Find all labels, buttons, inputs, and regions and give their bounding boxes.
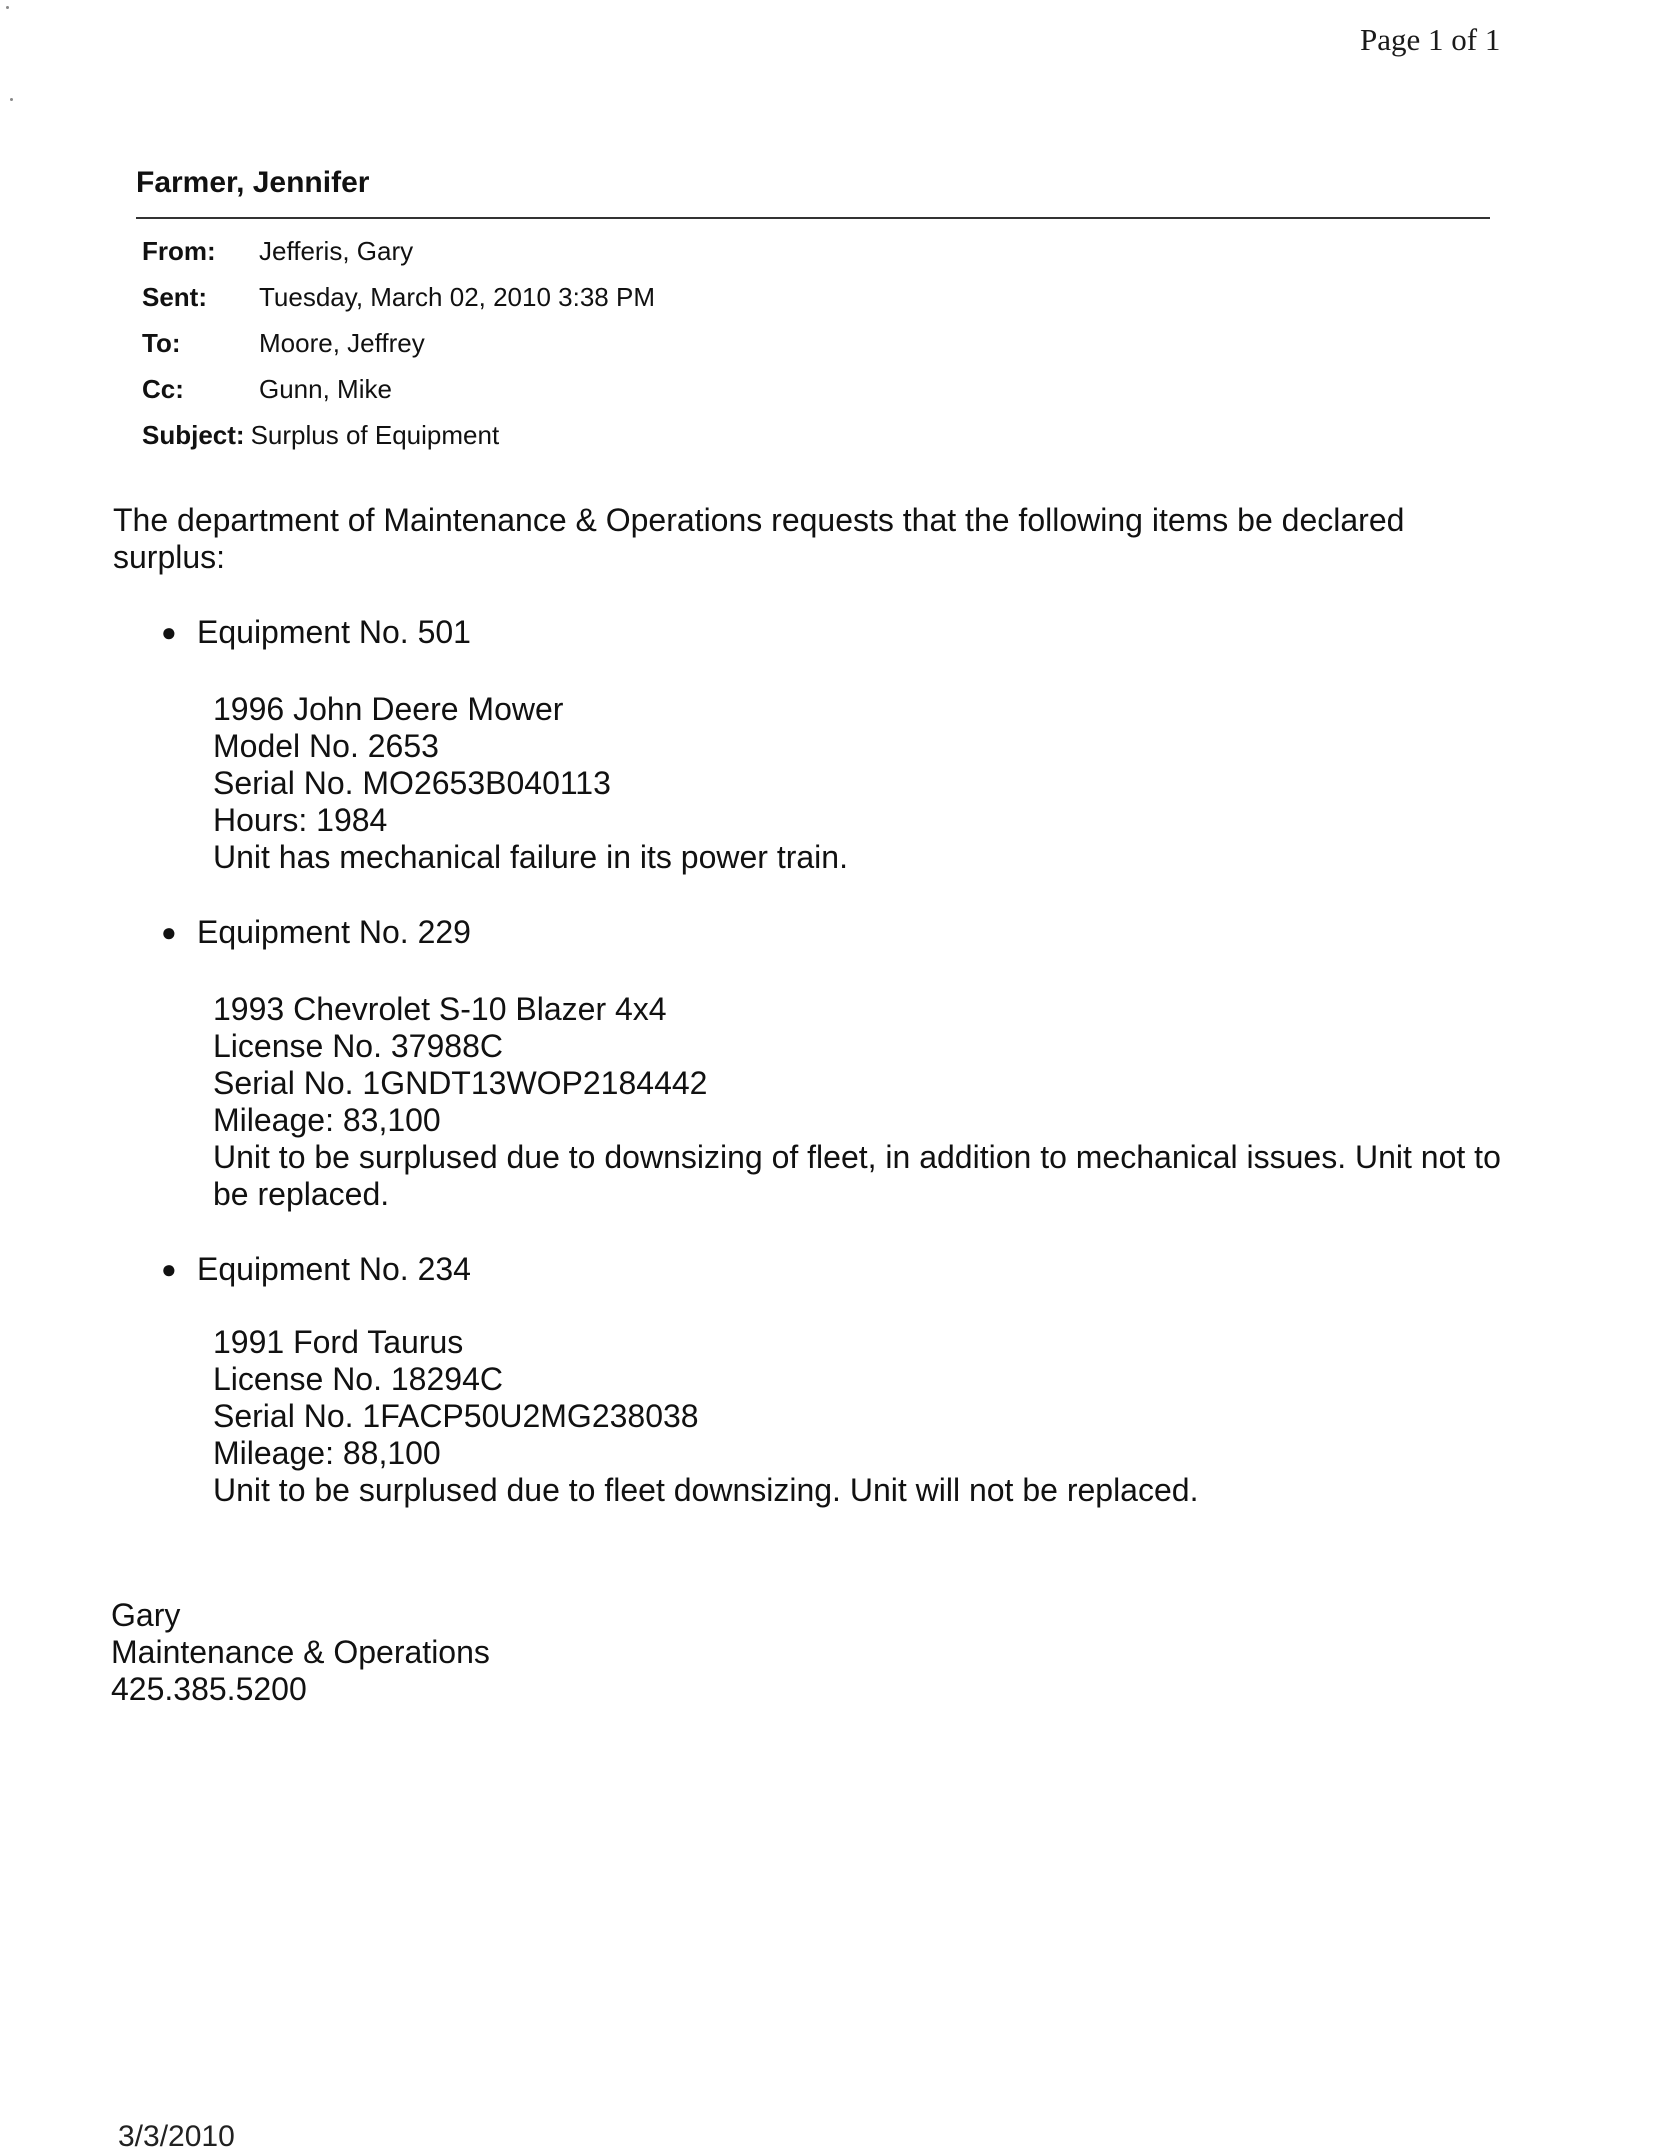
page-number: Page 1 of 1 [1360,22,1501,57]
equipment-details [213,691,1493,876]
to-label: To: [142,328,181,358]
equipment-model-number: Model No. 2653 [213,728,439,764]
equipment-serial-number: Serial No. 1FACP50U2MG238038 [213,1398,699,1434]
header-cc-row [142,374,655,420]
signature-block [111,1597,490,1708]
equipment-hours: Hours: 1984 [213,802,388,838]
equipment-item [113,614,1493,876]
scan-speck [10,98,13,101]
bullet-icon: ● [161,1254,177,1284]
equipment-title: Equipment No. 501 [197,614,471,650]
cc-label: Cc: [142,374,184,404]
equipment-license-number: License No. 37988C [213,1028,503,1064]
equipment-serial-number: Serial No. MO2653B040113 [213,765,611,801]
mailbox-owner-name: Farmer, Jennifer [136,166,370,199]
equipment-title: Equipment No. 234 [197,1251,471,1287]
equipment-list [113,614,1501,1509]
header-subject-row [142,420,655,466]
header-to-row [142,328,655,374]
sent-value: Tuesday, March 02, 2010 3:38 PM [259,282,655,312]
bullet-icon: ● [161,917,177,947]
from-value: Jefferis, Gary [259,236,414,266]
from-label: From: [142,236,216,266]
header-divider [136,217,1490,219]
equipment-mileage: Mileage: 83,100 [213,1102,441,1138]
scan-speck [6,6,9,9]
subject-label: Subject: [142,420,245,450]
to-value: Moore, Jeffrey [259,328,425,358]
header-sent-row [142,282,655,328]
cc-value: Gunn, Mike [259,374,392,404]
subject-value: Surplus of Equipment [250,420,500,450]
equipment-item [113,914,1501,1213]
equipment-mileage: Mileage: 88,100 [213,1435,441,1471]
equipment-details [213,1324,1493,1509]
footer-print-date: 3/3/2010 [118,2120,235,2153]
equipment-note: Unit to be surplused due to downsizing of fleet, in addition to mechanical issues. Unit not to be replaced. [213,1139,1501,1212]
equipment-title: Equipment No. 229 [197,914,471,950]
intro-paragraph: The department of Maintenance & Operations requests that the following items be declared surplus: [113,502,1405,575]
sent-label: Sent: [142,282,207,312]
equipment-note: Unit has mechanical failure in its power train. [213,839,848,875]
bullet-icon: ● [161,617,177,647]
equipment-details [213,991,1501,1213]
signature-name: Gary [111,1597,181,1633]
equipment-note: Unit to be surplused due to fleet downsizing. Unit will not be replaced. [213,1472,1199,1508]
equipment-description: 1996 John Deere Mower [213,691,564,727]
email-body [113,502,1501,1509]
signature-phone: 425.385.5200 [111,1671,307,1707]
signature-department: Maintenance & Operations [111,1634,490,1670]
email-header [142,236,655,466]
equipment-license-number: License No. 18294C [213,1361,503,1397]
equipment-serial-number: Serial No. 1GNDT13WOP2184442 [213,1065,708,1101]
header-from-row [142,236,655,282]
equipment-description: 1991 Ford Taurus [213,1324,464,1360]
equipment-description: 1993 Chevrolet S-10 Blazer 4x4 [213,991,667,1027]
equipment-item [113,1251,1493,1509]
